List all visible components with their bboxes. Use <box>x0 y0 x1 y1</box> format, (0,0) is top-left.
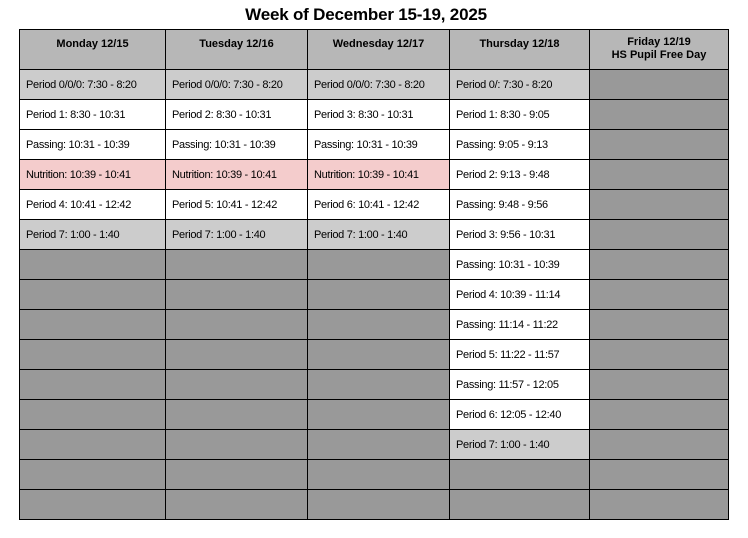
schedule-cell-tuesday <box>166 250 308 280</box>
schedule-cell-thursday: Passing: 11:57 - 12:05 <box>450 370 590 400</box>
table-row <box>20 370 729 400</box>
schedule-cell-friday <box>590 100 729 130</box>
schedule-cell-monday: Period 0/0/0: 7:30 - 8:20 <box>20 70 166 100</box>
column-header-label: Thursday 12/18 <box>479 38 560 50</box>
schedule-cell-monday <box>20 460 166 490</box>
table-row <box>20 250 729 280</box>
schedule-cell-monday <box>20 490 166 520</box>
table-row <box>20 220 729 250</box>
schedule-cell-wednesday <box>308 340 450 370</box>
schedule-cell-monday <box>20 310 166 340</box>
column-header-label: Monday 12/15 <box>56 38 129 50</box>
schedule-cell-tuesday <box>166 490 308 520</box>
table-row <box>20 400 729 430</box>
schedule-cell-tuesday <box>166 460 308 490</box>
schedule-cell-tuesday: Period 5: 10:41 - 12:42 <box>166 190 308 220</box>
schedule-cell-thursday: Period 2: 9:13 - 9:48 <box>450 160 590 190</box>
schedule-cell-thursday: Period 3: 9:56 - 10:31 <box>450 220 590 250</box>
schedule-cell-thursday: Passing: 11:14 - 11:22 <box>450 310 590 340</box>
schedule-table <box>19 29 729 520</box>
schedule-cell-wednesday <box>308 310 450 340</box>
table-row <box>20 340 729 370</box>
table-row <box>20 430 729 460</box>
column-header-monday <box>20 30 166 70</box>
schedule-cell-monday <box>20 400 166 430</box>
column-header-label: Friday 12/19 <box>627 36 691 48</box>
column-header-wednesday <box>308 30 450 70</box>
schedule-cell-wednesday: Period 6: 10:41 - 12:42 <box>308 190 450 220</box>
table-row <box>20 190 729 220</box>
schedule-cell-wednesday: Period 3: 8:30 - 10:31 <box>308 100 450 130</box>
schedule-cell-wednesday: Nutrition: 10:39 - 10:41 <box>308 160 450 190</box>
schedule-cell-monday: Period 1: 8:30 - 10:31 <box>20 100 166 130</box>
schedule-cell-friday <box>590 310 729 340</box>
column-header-note: HS Pupil Free Day <box>611 49 707 61</box>
schedule-cell-thursday: Period 4: 10:39 - 11:14 <box>450 280 590 310</box>
schedule-cell-thursday <box>450 490 590 520</box>
table-row <box>20 100 729 130</box>
schedule-cell-tuesday <box>166 310 308 340</box>
table-row <box>20 280 729 310</box>
table-row <box>20 490 729 520</box>
schedule-cell-thursday: Passing: 10:31 - 10:39 <box>450 250 590 280</box>
header-row <box>20 30 729 70</box>
schedule-cell-friday <box>590 430 729 460</box>
schedule-cell-wednesday <box>308 280 450 310</box>
schedule-cell-wednesday: Period 0/0/0: 7:30 - 8:20 <box>308 70 450 100</box>
table-row <box>20 160 729 190</box>
schedule-cell-friday <box>590 340 729 370</box>
schedule-cell-friday <box>590 130 729 160</box>
schedule-cell-wednesday: Passing: 10:31 - 10:39 <box>308 130 450 160</box>
schedule-cell-thursday: Period 7: 1:00 - 1:40 <box>450 430 590 460</box>
column-header-tuesday <box>166 30 308 70</box>
schedule-cell-monday: Passing: 10:31 - 10:39 <box>20 130 166 160</box>
schedule-cell-tuesday: Period 0/0/0: 7:30 - 8:20 <box>166 70 308 100</box>
schedule-cell-thursday: Passing: 9:05 - 9:13 <box>450 130 590 160</box>
column-header-label: Tuesday 12/16 <box>199 38 274 50</box>
schedule-cell-monday: Period 7: 1:00 - 1:40 <box>20 220 166 250</box>
schedule-cell-thursday: Passing: 9:48 - 9:56 <box>450 190 590 220</box>
schedule-cell-thursday: Period 0/: 7:30 - 8:20 <box>450 70 590 100</box>
table-row <box>20 70 729 100</box>
schedule-cell-friday <box>590 70 729 100</box>
table-row <box>20 310 729 340</box>
schedule-cell-friday <box>590 400 729 430</box>
schedule-cell-wednesday <box>308 250 450 280</box>
schedule-cell-tuesday <box>166 340 308 370</box>
schedule-cell-thursday: Period 5: 11:22 - 11:57 <box>450 340 590 370</box>
schedule-cell-friday <box>590 160 729 190</box>
schedule-cell-friday <box>590 190 729 220</box>
column-header-friday <box>590 30 729 70</box>
schedule-cell-tuesday <box>166 430 308 460</box>
schedule-cell-monday <box>20 340 166 370</box>
schedule-cell-wednesday <box>308 460 450 490</box>
schedule-cell-monday <box>20 280 166 310</box>
schedule-cell-monday <box>20 250 166 280</box>
schedule-cell-tuesday: Passing: 10:31 - 10:39 <box>166 130 308 160</box>
schedule-cell-tuesday <box>166 400 308 430</box>
table-row <box>20 130 729 160</box>
schedule-cell-monday: Nutrition: 10:39 - 10:41 <box>20 160 166 190</box>
schedule-cell-tuesday: Nutrition: 10:39 - 10:41 <box>166 160 308 190</box>
schedule-cell-monday: Period 4: 10:41 - 12:42 <box>20 190 166 220</box>
schedule-cell-wednesday: Period 7: 1:00 - 1:40 <box>308 220 450 250</box>
schedule-cell-monday <box>20 430 166 460</box>
schedule-cell-thursday: Period 1: 8:30 - 9:05 <box>450 100 590 130</box>
schedule-cell-wednesday <box>308 490 450 520</box>
column-header-thursday <box>450 30 590 70</box>
schedule-cell-friday <box>590 370 729 400</box>
schedule-cell-monday <box>20 370 166 400</box>
schedule-cell-tuesday <box>166 370 308 400</box>
schedule-cell-tuesday: Period 2: 8:30 - 10:31 <box>166 100 308 130</box>
schedule-cell-friday <box>590 250 729 280</box>
schedule-cell-thursday <box>450 460 590 490</box>
schedule-cell-wednesday <box>308 430 450 460</box>
schedule-cell-friday <box>590 460 729 490</box>
page-title: Week of December 15-19, 2025 <box>245 5 487 24</box>
schedule-cell-wednesday <box>308 400 450 430</box>
table-row <box>20 460 729 490</box>
schedule-cell-tuesday <box>166 280 308 310</box>
schedule-cell-friday <box>590 490 729 520</box>
schedule-cell-wednesday <box>308 370 450 400</box>
schedule-cell-friday <box>590 220 729 250</box>
schedule-cell-tuesday: Period 7: 1:00 - 1:40 <box>166 220 308 250</box>
schedule-cell-friday <box>590 280 729 310</box>
column-header-label: Wednesday 12/17 <box>332 38 425 50</box>
schedule-cell-thursday: Period 6: 12:05 - 12:40 <box>450 400 590 430</box>
